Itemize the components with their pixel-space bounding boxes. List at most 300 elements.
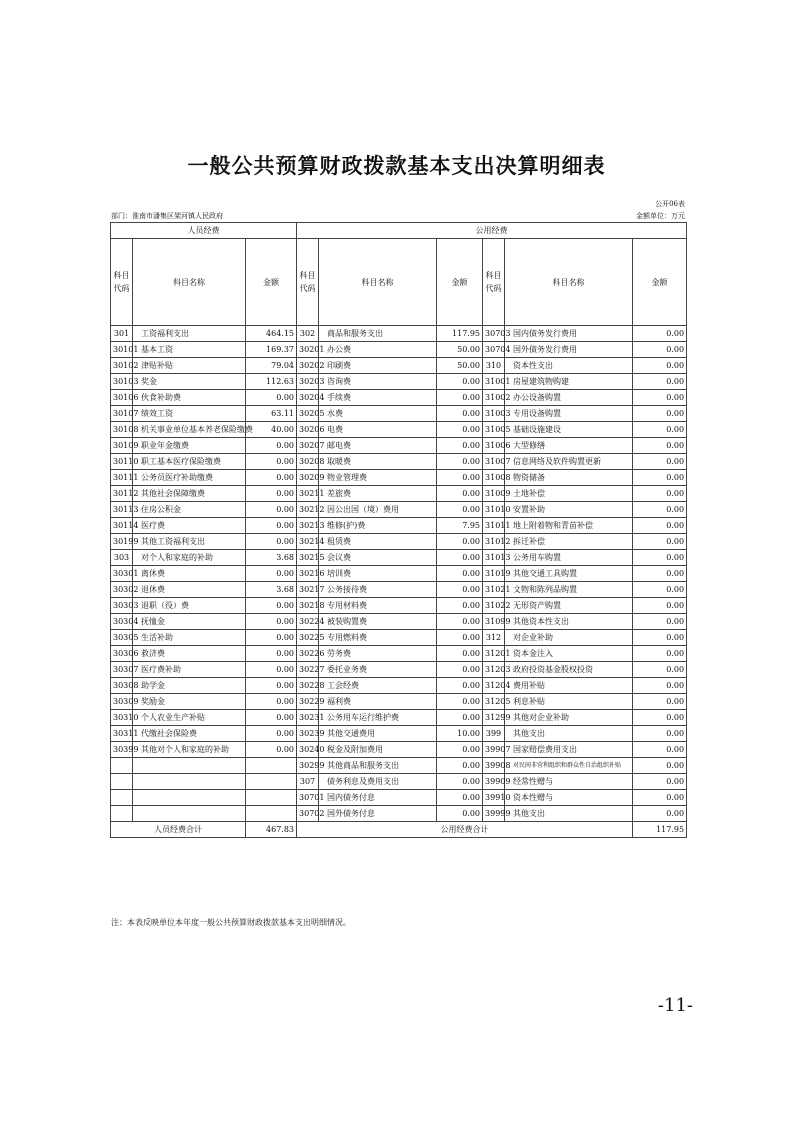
code-cell: 30311 [111, 726, 133, 742]
code-cell: 30307 [111, 662, 133, 678]
name-cell: 专用燃料费 [319, 630, 437, 646]
amount-cell: 0.00 [246, 678, 297, 694]
amount-cell: 0.00 [633, 422, 687, 438]
page-title: 一般公共预算财政拨款基本支出决算明细表 [187, 154, 606, 178]
name-cell: 税金及附加费用 [319, 742, 437, 758]
header-name: 科目名称 [133, 239, 246, 326]
name-cell: 救济费 [133, 646, 246, 662]
amount-cell: 40.00 [246, 422, 297, 438]
name-cell: 国内债务发行费用 [505, 326, 633, 342]
amount-cell: 79.04 [246, 358, 297, 374]
code-cell: 399 [483, 726, 505, 742]
code-cell: 31099 [483, 614, 505, 630]
code-cell: 30304 [111, 614, 133, 630]
name-cell: 取暖费 [319, 454, 437, 470]
code-cell: 302 [297, 326, 319, 342]
name-cell: 无形资产购置 [505, 598, 633, 614]
code-cell: 30215 [297, 550, 319, 566]
table-row [111, 646, 687, 662]
amount-cell [246, 758, 297, 774]
name-cell: 退职（役）费 [133, 598, 246, 614]
code-cell: 31006 [483, 438, 505, 454]
amount-cell: 0.00 [437, 470, 483, 486]
table-row [111, 374, 687, 390]
name-cell: 离休费 [133, 566, 246, 582]
name-cell: 奖金 [133, 374, 246, 390]
name-cell: 津贴补贴 [133, 358, 246, 374]
table-row [111, 390, 687, 406]
amount-cell: 0.00 [437, 454, 483, 470]
amount-cell: 0.00 [633, 630, 687, 646]
name-cell: 福利费 [319, 694, 437, 710]
name-cell: 拆迁补偿 [505, 534, 633, 550]
name-cell: 费用补贴 [505, 678, 633, 694]
code-cell: 30113 [111, 502, 133, 518]
amount-cell: 0.00 [633, 358, 687, 374]
name-cell: 培训费 [319, 566, 437, 582]
name-cell: 手续费 [319, 390, 437, 406]
table-row [111, 630, 687, 646]
code-cell: 30299 [297, 758, 319, 774]
name-cell: 基本工资 [133, 342, 246, 358]
name-cell: 职工基本医疗保险缴费 [133, 454, 246, 470]
code-cell: 30227 [297, 662, 319, 678]
amount-cell: 0.00 [246, 598, 297, 614]
name-cell: 劳务费 [319, 646, 437, 662]
table-row [111, 806, 687, 822]
name-cell: 其他支出 [505, 726, 633, 742]
table-row [111, 790, 687, 806]
table-row [111, 422, 687, 438]
code-cell: 31019 [483, 566, 505, 582]
amount-cell: 0.00 [437, 486, 483, 502]
amount-cell: 0.00 [633, 662, 687, 678]
code-cell: 31012 [483, 534, 505, 550]
name-cell: 对个人和家庭的补助 [133, 550, 246, 566]
name-cell: 债务利息及费用支出 [319, 774, 437, 790]
code-cell: 31201 [483, 646, 505, 662]
header-code: 科目代码 [483, 239, 505, 326]
name-cell: 其他工资福利支出 [133, 534, 246, 550]
table-row [111, 774, 687, 790]
code-cell: 31204 [483, 678, 505, 694]
code-cell: 30306 [111, 646, 133, 662]
amount-cell: 3.68 [246, 582, 297, 598]
code-cell: 30399 [111, 742, 133, 758]
code-cell: 30111 [111, 470, 133, 486]
table-row [111, 758, 687, 774]
code-cell: 30207 [297, 438, 319, 454]
amount-cell: 0.00 [437, 694, 483, 710]
name-cell: 专用材料费 [319, 598, 437, 614]
code-cell: 30701 [297, 790, 319, 806]
code-cell: 30114 [111, 518, 133, 534]
code-cell: 30199 [111, 534, 133, 550]
table-row [111, 710, 687, 726]
amount-cell: 0.00 [633, 438, 687, 454]
name-cell: 医疗费 [133, 518, 246, 534]
amount-cell: 0.00 [633, 374, 687, 390]
code-cell: 30205 [297, 406, 319, 422]
code-cell: 30209 [297, 470, 319, 486]
table-row [111, 534, 687, 550]
code-cell: 30310 [111, 710, 133, 726]
code-cell: 39910 [483, 790, 505, 806]
table-row [111, 342, 687, 358]
amount-cell: 0.00 [437, 422, 483, 438]
code-cell: 31022 [483, 598, 505, 614]
amount-cell: 0.00 [246, 438, 297, 454]
name-cell: 会议费 [319, 550, 437, 566]
code-cell: 30102 [111, 358, 133, 374]
amount-cell: 0.00 [437, 678, 483, 694]
code-cell: 31299 [483, 710, 505, 726]
name-cell: 因公出国（境）费用 [319, 502, 437, 518]
table-row [111, 742, 687, 758]
amount-cell: 63.11 [246, 406, 297, 422]
name-cell: 职业年金缴费 [133, 438, 246, 454]
name-cell: 国内债务付息 [319, 790, 437, 806]
code-cell: 30204 [297, 390, 319, 406]
code-cell: 30308 [111, 678, 133, 694]
name-cell: 物业管理费 [319, 470, 437, 486]
code-cell: 30110 [111, 454, 133, 470]
amount-cell: 0.00 [633, 806, 687, 822]
code-cell: 30103 [111, 374, 133, 390]
name-cell: 其他资本性支出 [505, 614, 633, 630]
code-cell: 30203 [297, 374, 319, 390]
amount-cell: 50.00 [437, 342, 483, 358]
code-cell: 30301 [111, 566, 133, 582]
amount-cell: 0.00 [246, 742, 297, 758]
table-row [111, 454, 687, 470]
amount-cell: 0.00 [633, 774, 687, 790]
code-cell [111, 806, 133, 822]
amount-cell: 0.00 [437, 566, 483, 582]
name-cell: 印刷费 [319, 358, 437, 374]
name-cell: 被装购置费 [319, 614, 437, 630]
code-cell: 30231 [297, 710, 319, 726]
name-cell: 机关事业单位基本养老保险缴费 [133, 422, 246, 438]
amount-cell: 7.95 [437, 518, 483, 534]
code-cell: 30224 [297, 614, 319, 630]
code-cell: 30212 [297, 502, 319, 518]
amount-cell: 0.00 [246, 566, 297, 582]
amount-cell: 0.00 [246, 662, 297, 678]
name-cell: 对企业补助 [505, 630, 633, 646]
table-row [111, 582, 687, 598]
name-cell: 工会经费 [319, 678, 437, 694]
amount-cell: 0.00 [633, 694, 687, 710]
table-row [111, 566, 687, 582]
code-cell: 31205 [483, 694, 505, 710]
amount-cell: 0.00 [633, 726, 687, 742]
code-cell: 30206 [297, 422, 319, 438]
amount-cell: 0.00 [633, 710, 687, 726]
amount-cell: 0.00 [633, 486, 687, 502]
name-cell: 安置补助 [505, 502, 633, 518]
amount-cell: 169.37 [246, 342, 297, 358]
name-cell: 抚恤金 [133, 614, 246, 630]
name-cell: 文物和陈列品购置 [505, 582, 633, 598]
name-cell: 公务员医疗补助缴费 [133, 470, 246, 486]
code-cell: 30239 [297, 726, 319, 742]
amount-cell: 0.00 [437, 502, 483, 518]
name-cell: 商品和服务支出 [319, 326, 437, 342]
name-cell: 资本性赠与 [505, 790, 633, 806]
code-cell: 301 [111, 326, 133, 342]
amount-cell: 3.68 [246, 550, 297, 566]
amount-cell: 0.00 [437, 614, 483, 630]
name-cell: 地上附着物和青苗补偿 [505, 518, 633, 534]
code-cell: 30109 [111, 438, 133, 454]
name-cell: 维修(护)费 [319, 518, 437, 534]
column-header-row [111, 239, 687, 326]
name-cell: 水费 [319, 406, 437, 422]
amount-cell: 0.00 [246, 470, 297, 486]
name-cell: 其他社会保障缴费 [133, 486, 246, 502]
name-cell: 国外债务付息 [319, 806, 437, 822]
amount-cell [246, 790, 297, 806]
amount-cell: 0.00 [437, 758, 483, 774]
amount-cell: 0.00 [633, 790, 687, 806]
name-cell: 其他交通工具购置 [505, 566, 633, 582]
name-cell: 物资储备 [505, 470, 633, 486]
amount-cell: 0.00 [437, 774, 483, 790]
amount-cell: 0.00 [633, 342, 687, 358]
code-cell: 39907 [483, 742, 505, 758]
table-row [111, 326, 687, 342]
code-cell: 30217 [297, 582, 319, 598]
header-name: 科目名称 [505, 239, 633, 326]
code-cell: 30228 [297, 678, 319, 694]
code-cell: 31001 [483, 374, 505, 390]
name-cell: 国外债务发行费用 [505, 342, 633, 358]
code-cell [111, 774, 133, 790]
amount-cell: 0.00 [633, 614, 687, 630]
table-row [111, 518, 687, 534]
name-cell [133, 758, 246, 774]
code-cell: 30240 [297, 742, 319, 758]
code-cell: 30226 [297, 646, 319, 662]
table-row [111, 502, 687, 518]
amount-cell: 0.00 [246, 646, 297, 662]
code-cell: 30101 [111, 342, 133, 358]
amount-cell: 0.00 [633, 454, 687, 470]
amount-cell: 0.00 [437, 710, 483, 726]
personnel-total-value: 467.83 [246, 822, 297, 838]
name-cell: 办公设备购置 [505, 390, 633, 406]
code-cell: 31005 [483, 422, 505, 438]
code-cell: 30107 [111, 406, 133, 422]
code-cell: 39908 [483, 758, 505, 774]
form-number: 公开06表 [655, 200, 685, 208]
section-public: 公用经费 [297, 223, 687, 239]
amount-cell: 0.00 [633, 598, 687, 614]
name-cell: 奖励金 [133, 694, 246, 710]
name-cell: 房屋建筑物购建 [505, 374, 633, 390]
name-cell: 大型修缮 [505, 438, 633, 454]
table-row [111, 694, 687, 710]
code-cell: 31203 [483, 662, 505, 678]
name-cell: 其他对企业补助 [505, 710, 633, 726]
expenditure-table [110, 222, 687, 838]
amount-cell: 112.63 [246, 374, 297, 390]
code-cell: 30225 [297, 630, 319, 646]
table-note: 注：本表反映单位本年度一般公共预算财政拨款基本支出明细情况。 [111, 918, 351, 927]
name-cell: 政府投资基金股权投资 [505, 662, 633, 678]
code-cell: 30218 [297, 598, 319, 614]
name-cell: 公务接待费 [319, 582, 437, 598]
amount-cell [246, 774, 297, 790]
name-cell: 个人农业生产补贴 [133, 710, 246, 726]
code-cell [111, 758, 133, 774]
header-amount: 金额 [437, 239, 483, 326]
code-cell: 31013 [483, 550, 505, 566]
name-cell: 其他商品和服务支出 [319, 758, 437, 774]
code-cell: 30229 [297, 694, 319, 710]
code-cell: 307 [297, 774, 319, 790]
code-cell: 39999 [483, 806, 505, 822]
amount-cell: 0.00 [633, 678, 687, 694]
code-cell: 31021 [483, 582, 505, 598]
code-cell: 30201 [297, 342, 319, 358]
amount-cell: 0.00 [633, 502, 687, 518]
name-cell: 租赁费 [319, 534, 437, 550]
name-cell: 退休费 [133, 582, 246, 598]
name-cell: 其他交通费用 [319, 726, 437, 742]
amount-cell: 0.00 [437, 582, 483, 598]
name-cell: 委托业务费 [319, 662, 437, 678]
amount-cell: 117.95 [437, 326, 483, 342]
name-cell: 代缴社会保险费 [133, 726, 246, 742]
amount-cell: 0.00 [246, 726, 297, 742]
amount-cell: 0.00 [437, 406, 483, 422]
amount-cell: 0.00 [437, 646, 483, 662]
amount-cell: 50.00 [437, 358, 483, 374]
amount-cell: 0.00 [633, 758, 687, 774]
amount-cell: 0.00 [246, 534, 297, 550]
amount-cell: 0.00 [633, 326, 687, 342]
name-cell: 办公费 [319, 342, 437, 358]
amount-cell [246, 806, 297, 822]
name-cell: 差旅费 [319, 486, 437, 502]
amount-cell: 0.00 [437, 534, 483, 550]
code-cell: 30112 [111, 486, 133, 502]
header-name: 科目名称 [319, 239, 437, 326]
amount-cell: 0.00 [246, 454, 297, 470]
department-label: 部门：淮南市潘集区架河镇人民政府 [111, 212, 223, 220]
code-cell: 303 [111, 550, 133, 566]
amount-cell: 0.00 [246, 694, 297, 710]
table-row [111, 470, 687, 486]
name-cell: 资本性支出 [505, 358, 633, 374]
name-cell: 对民间非营利组织和群众性自治组织补贴 [505, 758, 633, 774]
amount-cell: 0.00 [633, 582, 687, 598]
page-number: -11- [657, 995, 693, 1016]
amount-cell: 0.00 [246, 502, 297, 518]
amount-cell: 0.00 [246, 518, 297, 534]
code-cell: 30208 [297, 454, 319, 470]
code-cell: 31003 [483, 406, 505, 422]
code-cell: 30302 [111, 582, 133, 598]
amount-cell: 0.00 [246, 390, 297, 406]
code-cell: 31011 [483, 518, 505, 534]
code-cell: 30703 [483, 326, 505, 342]
public-total-value: 117.95 [633, 822, 687, 838]
amount-cell: 0.00 [633, 518, 687, 534]
code-cell: 30213 [297, 518, 319, 534]
header-code: 科目代码 [297, 239, 319, 326]
amount-cell: 464.15 [246, 326, 297, 342]
code-cell: 30303 [111, 598, 133, 614]
name-cell: 生活补助 [133, 630, 246, 646]
amount-cell: 0.00 [437, 630, 483, 646]
amount-cell: 0.00 [437, 598, 483, 614]
amount-cell: 0.00 [437, 390, 483, 406]
code-cell: 39909 [483, 774, 505, 790]
code-cell: 312 [483, 630, 505, 646]
amount-cell: 0.00 [246, 710, 297, 726]
code-cell: 30214 [297, 534, 319, 550]
code-cell [111, 790, 133, 806]
table-row [111, 438, 687, 454]
code-cell: 310 [483, 358, 505, 374]
table-row [111, 726, 687, 742]
table-row [111, 486, 687, 502]
name-cell: 伙食补助费 [133, 390, 246, 406]
amount-cell: 0.00 [437, 374, 483, 390]
name-cell: 绩效工资 [133, 406, 246, 422]
section-personnel: 人员经费 [111, 223, 297, 239]
name-cell: 土地补偿 [505, 486, 633, 502]
amount-cell: 0.00 [633, 390, 687, 406]
name-cell: 电费 [319, 422, 437, 438]
amount-cell: 0.00 [437, 438, 483, 454]
code-cell: 30702 [297, 806, 319, 822]
amount-cell: 0.00 [633, 566, 687, 582]
name-cell: 信息网络及软件购置更新 [505, 454, 633, 470]
code-cell: 30106 [111, 390, 133, 406]
header-code: 科目代码 [111, 239, 133, 326]
amount-cell: 0.00 [437, 742, 483, 758]
amount-cell: 0.00 [437, 806, 483, 822]
name-cell: 公务用车运行维护费 [319, 710, 437, 726]
amount-cell: 0.00 [246, 614, 297, 630]
code-cell: 30211 [297, 486, 319, 502]
amount-cell: 0.00 [437, 550, 483, 566]
public-total-label: 公用经费合计 [297, 822, 633, 838]
amount-cell: 0.00 [633, 406, 687, 422]
header-amount: 金额 [633, 239, 687, 326]
name-cell [133, 790, 246, 806]
name-cell [133, 774, 246, 790]
table-row [111, 406, 687, 422]
name-cell: 助学金 [133, 678, 246, 694]
name-cell: 其他支出 [505, 806, 633, 822]
code-cell: 30309 [111, 694, 133, 710]
code-cell: 30108 [111, 422, 133, 438]
code-cell: 31009 [483, 486, 505, 502]
code-cell: 31010 [483, 502, 505, 518]
code-cell: 31002 [483, 390, 505, 406]
code-cell: 30704 [483, 342, 505, 358]
code-cell: 30305 [111, 630, 133, 646]
code-cell: 31008 [483, 470, 505, 486]
code-cell: 31007 [483, 454, 505, 470]
name-cell: 经常性赠与 [505, 774, 633, 790]
name-cell [133, 806, 246, 822]
